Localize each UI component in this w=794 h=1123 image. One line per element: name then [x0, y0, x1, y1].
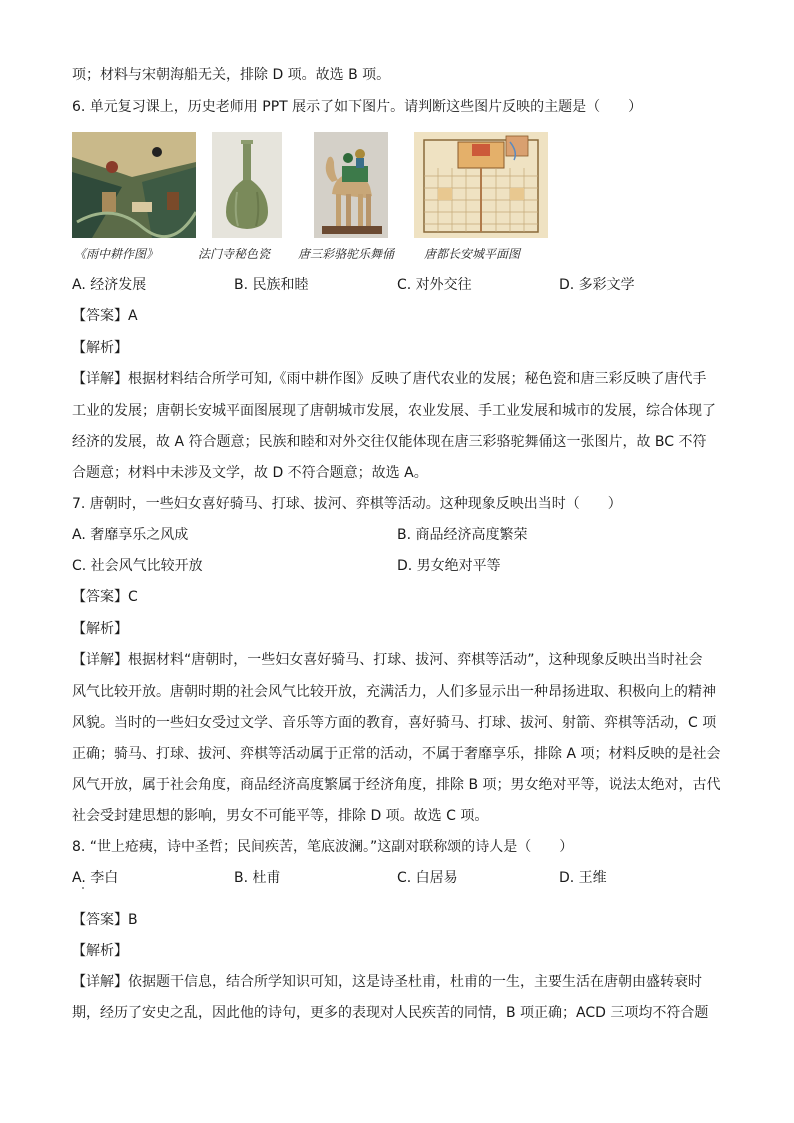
explanation-8-line: 【详解】依据题干信息，结合所学知识可知，这是诗圣杜甫，杜甫的一生，主要生活在唐朝由盛转衰时	[72, 974, 702, 990]
explanation-6-line: 经济的发展，故 A 符合题意；民族和睦和对外交往仅能体现在唐三彩骆驼舞俑这一张图片，故 BC 不符	[72, 434, 707, 450]
question-7: 7. 唐朝时，一些妇女喜好骑马、打球、拔河、弈棋等活动。这种现象反映出当时（ ）	[72, 496, 622, 512]
options-q8	[72, 869, 722, 887]
explanation-7-line: 社会受封建思想的影响，男女不可能平等，排除 D 项。故选 C 项。	[72, 808, 489, 824]
option-d: D. 王维	[559, 870, 607, 886]
option-d: D. 多彩文学	[559, 277, 635, 293]
option-b: B. 商品经济高度繁荣	[397, 527, 528, 543]
analysis-label-8: 【解析】	[72, 943, 128, 959]
option-c: C. 社会风气比较开放	[72, 558, 203, 574]
stray-dot	[82, 887, 84, 889]
analysis-label-7: 【解析】	[72, 621, 128, 637]
option-c: C. 对外交往	[397, 277, 472, 293]
options-q7-row2	[72, 557, 722, 575]
explanation-7-line: 风气比较开放。唐朝时期的社会风气比较开放，充满活力，人们多显示出一种昂扬进取、积极向上的精神	[72, 684, 716, 700]
options-q6	[72, 276, 722, 294]
answer-6: 【答案】A	[72, 308, 138, 324]
caption-porcelain: 法门寺秘色瓷	[198, 247, 271, 261]
explanation-7-line: 风貌。当时的一些妇女受过文学、音乐等方面的教育，喜好骑马、打球、拔河、射箭、弈棋等活动，C 项	[72, 715, 717, 731]
explanation-6-line: 合题意；材料中未涉及文学，故 D 不符合题意；故选 A。	[72, 465, 428, 481]
explanation-7-line: 风气开放，属于社会角度，商品经济高度繁属于经济角度，排除 B 项；男女绝对平等，说法太绝对，古代	[72, 777, 721, 793]
answer-7: 【答案】C	[72, 589, 138, 605]
option-b: B. 民族和睦	[234, 277, 309, 293]
option-a: A. 李白	[72, 870, 119, 886]
analysis-label-6: 【解析】	[72, 340, 128, 356]
rain-farming-painting	[72, 132, 196, 238]
option-a: A. 经济发展	[72, 277, 147, 293]
question-6: 6. 单元复习课上，历史老师用 PPT 展示了如下图片。请判断这些图片反映的主题是（ ）	[72, 99, 643, 115]
caption-camel-figurine: 唐三彩骆驼乐舞俑	[298, 247, 395, 261]
explanation-7-line: 正确；骑马、打球、拔河、弈棋等活动属于正常的活动，不属于奢靡享乐，排除 A 项；材料反映的是社会	[72, 746, 721, 762]
explanation-8-line: 期，经历了安史之乱，因此他的诗句，更多的表现对人民疾苦的同情，B 项正确；ACD 三项均不符合题	[72, 1005, 709, 1021]
text-line: 项；材料与宋朝海船无关，排除 D 项。故选 B 项。	[72, 67, 391, 83]
explanation-7-line: 【详解】根据材料“唐朝时，一些妇女喜好骑马、打球、拔河、弈棋等活动”，这种现象反映出当时社会	[72, 652, 703, 668]
answer-8: 【答案】B	[72, 912, 138, 928]
option-b: B. 杜甫	[234, 870, 281, 886]
option-d: D. 男女绝对平等	[397, 558, 501, 574]
question-8: 8. “世上疮痍，诗中圣哲；民间疾苦，笔底波澜。”这副对联称颂的诗人是（ ）	[72, 839, 574, 855]
explanation-6-line: 【详解】根据材料结合所学可知,《雨中耕作图》反映了唐代农业的发展；秘色瓷和唐三彩反映了唐代手	[72, 371, 707, 387]
tang-sancai-camel-figurine	[314, 132, 388, 238]
changan-city-plan-map	[414, 132, 548, 238]
options-q7-row1	[72, 526, 722, 544]
option-c: C. 白居易	[397, 870, 458, 886]
explanation-6-line: 工业的发展；唐朝长安城平面图展现了唐朝城市发展，农业发展、手工业发展和城市的发展，综合体现了	[72, 403, 716, 419]
secret-color-porcelain-vase	[212, 132, 282, 238]
option-a: A. 奢靡享乐之风成	[72, 527, 189, 543]
caption-city-plan: 唐都长安城平面图	[424, 247, 521, 261]
caption-rain-farming: 《雨中耕作图》	[74, 247, 159, 261]
